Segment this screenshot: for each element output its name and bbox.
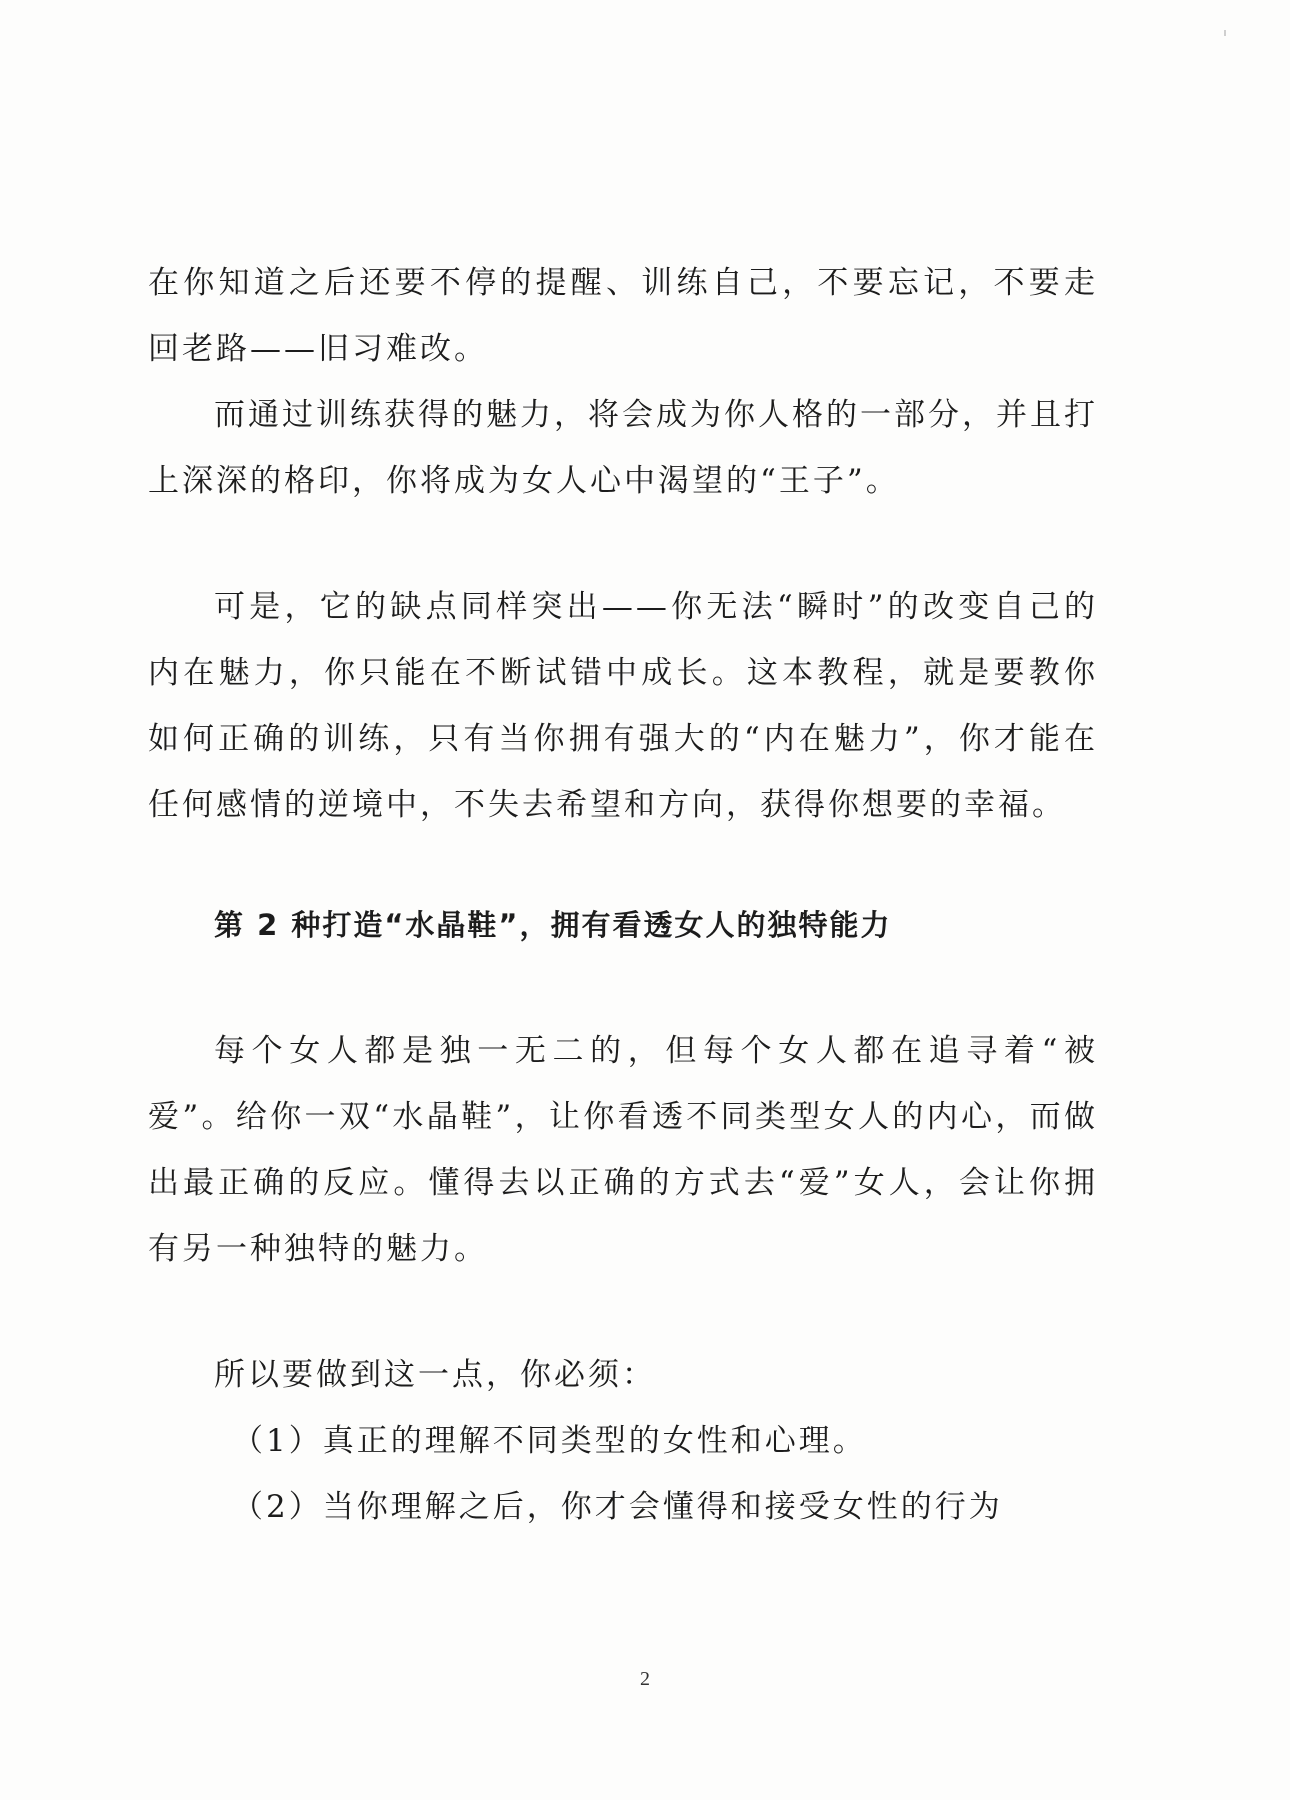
section-heading: 第 2 种打造“水晶鞋”，拥有看透女人的独特能力 — [214, 908, 892, 942]
paragraph-old-habits: 在你知道之后还要不停的提醒、训练自己，不要忘记，不要走回老路——旧习难改。 — [148, 265, 1098, 367]
paragraph-drawback: 可是，它的缺点同样突出——你无法“瞬时”的改变自己的内在魅力，你只能在不断试错中成长。这本教程，就是要教你如何正确的训练，只有当你拥有强大的“内在魅力”，你才能在任何感情的逆境中，不失去希望和方向，获得你想要的幸福。 — [148, 589, 1098, 823]
spacer — [148, 1282, 1098, 1342]
scan-speck — [1224, 30, 1226, 36]
list-item: （1）真正的理解不同类型的女性和心理。 — [232, 1423, 867, 1459]
spacer — [148, 958, 1098, 1018]
spacer — [148, 514, 1098, 574]
page-number: 2 — [640, 1668, 650, 1690]
paragraph-requirements: 所以要做到这一点，你必须： — [214, 1357, 656, 1393]
page-content — [148, 250, 1098, 1540]
list-item: （2）当你理解之后，你才会懂得和接受女性的行为 — [232, 1489, 1003, 1525]
spacer — [148, 838, 1098, 892]
paragraph-crystal-shoes: 每个女人都是独一无二的，但每个女人都在追寻着“被爱”。给你一双“水晶鞋”，让你看透不同类型女人的内心，而做出最正确的反应。懂得去以正确的方式去“爱”女人，会让你拥有另一种独特的魅力。 — [148, 1033, 1098, 1267]
paragraph-prince: 而通过训练获得的魅力，将会成为你人格的一部分，并且打上深深的格印，你将成为女人心中渴望的“王子”。 — [148, 397, 1098, 499]
